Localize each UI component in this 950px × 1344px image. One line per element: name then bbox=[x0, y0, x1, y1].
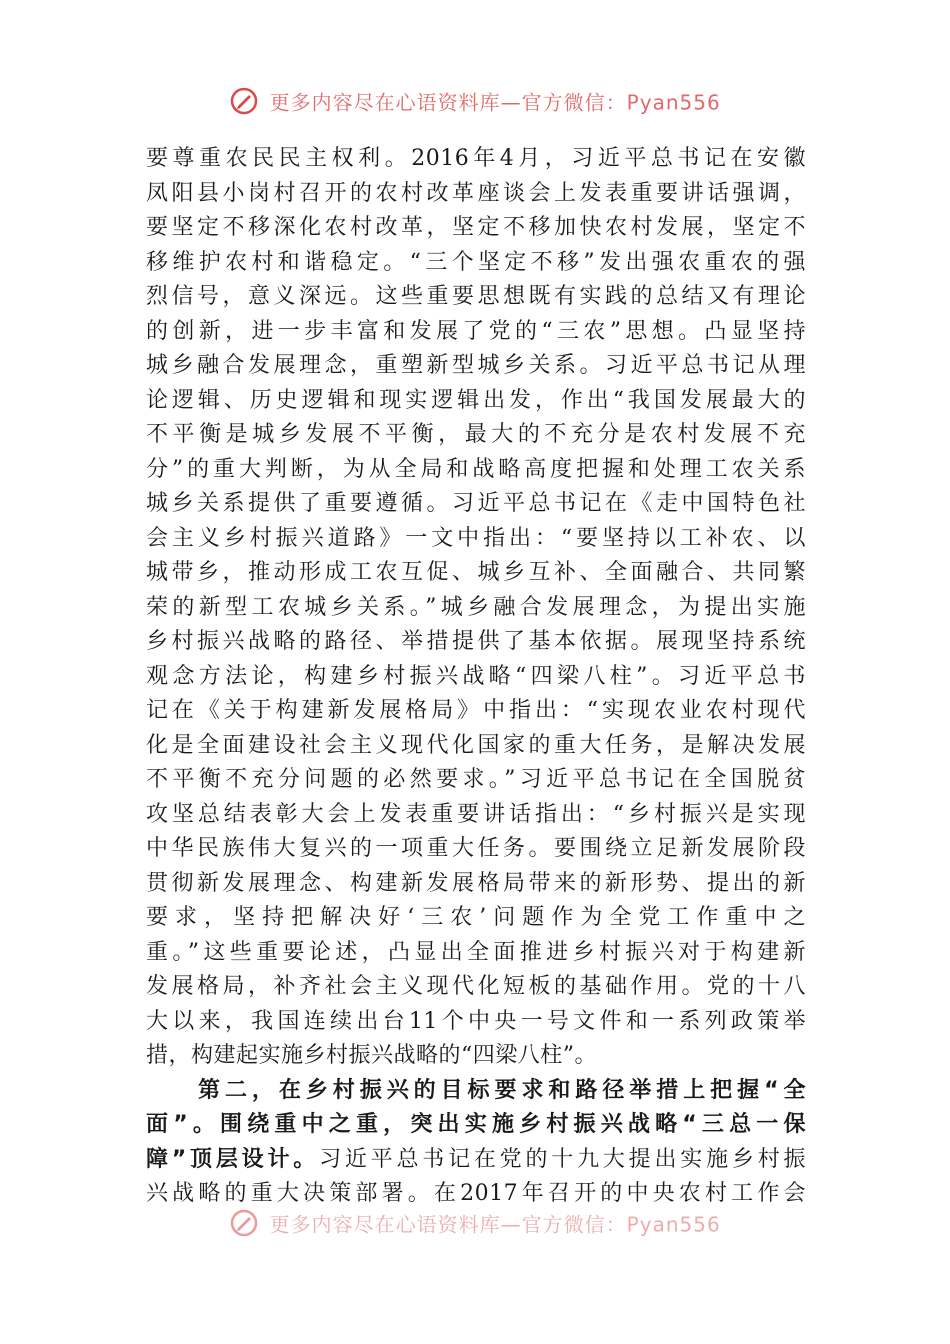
body-line: 要坚定不移深化农村改革，坚定不移加快农村发展，坚定不 bbox=[146, 215, 806, 240]
body-line: 城乡融合发展理念，重塑新型城乡关系。习近平总书记从理 bbox=[146, 353, 806, 378]
body-line: 观念方法论，构建乡村振兴战略“四梁八柱”。习近平总书 bbox=[146, 663, 806, 689]
red-circle-pen-logo-icon bbox=[229, 86, 259, 116]
section-heading-line: 第二，在乡村振兴的目标要求和路径举措上把握“全 bbox=[198, 1077, 806, 1103]
watermark-footer bbox=[0, 1208, 950, 1238]
body-line: 攻坚总结表彰大会上发表重要讲话指出：“乡村振兴是实现 bbox=[146, 801, 806, 827]
body-line: 的创新，进一步丰富和发展了党的“三农”思想。凸显坚持 bbox=[146, 318, 806, 344]
body-line: 兴战略的重大决策部署。在2017年召开的中央农村工作会 bbox=[146, 1181, 806, 1206]
body-line: 记在《关于构建新发展格局》中指出：“实现农业农村现代 bbox=[146, 698, 806, 723]
body-line: 移维护农村和谐稳定。“三个坚定不移”发出强农重农的强 bbox=[146, 249, 806, 275]
red-circle-pen-logo-icon bbox=[229, 1208, 259, 1238]
body-line: 不平衡不充分问题的必然要求。”习近平总书记在全国脱贫 bbox=[146, 767, 806, 792]
body-line: 会主义乡村振兴道路》一文中指出：“要坚持以工补农、以 bbox=[146, 525, 806, 551]
body-line: 中华民族伟大复兴的一项重大任务。要围绕立足新发展阶段 bbox=[146, 836, 806, 861]
watermark-text: 更多内容尽在心语资料库—官方微信：Pyan556 bbox=[269, 1212, 721, 1237]
document-body bbox=[146, 142, 806, 1212]
body-line: 化是全面建设社会主义现代化国家的重大任务，是解决发展 bbox=[146, 732, 806, 758]
body-line: 要求，坚持把解决好‘三农’问题作为全党工作重中之 bbox=[146, 905, 806, 930]
body-line: 凤阳县小岗村召开的农村改革座谈会上发表重要讲话强调， bbox=[146, 180, 806, 206]
section-heading-line: 面”。围绕重中之重，突出实施乡村振兴战略“三总一保 bbox=[146, 1112, 806, 1137]
body-line: 分”的重大判断，为从全局和战略高度把握和处理工农关系 bbox=[146, 456, 806, 482]
watermark-text: 更多内容尽在心语资料库—官方微信：Pyan556 bbox=[269, 90, 721, 115]
body-line: 乡村振兴战略的路径、举措提供了基本依据。展现坚持系统 bbox=[146, 629, 806, 654]
body-line: 重。”这些重要论述，凸显出全面推进乡村振兴对于构建新 bbox=[146, 939, 806, 965]
body-line: 荣的新型工农城乡关系。”城乡融合发展理念，为提出实施 bbox=[146, 594, 806, 620]
body-line: 城带乡，推动形成工农互促、城乡互补、全面融合、共同繁 bbox=[146, 560, 806, 585]
watermark-header bbox=[0, 86, 950, 116]
body-line: 城乡关系提供了重要遵循。习近平总书记在《走中国特色社 bbox=[146, 491, 806, 516]
body-line: 论逻辑、历史逻辑和现实逻辑出发，作出“我国发展最大的 bbox=[146, 387, 806, 413]
section-body-fragment: 习近平总书记在党的十九大提出实施乡村振 bbox=[319, 1146, 806, 1172]
body-line: 要尊重农民民主权利。2016年4月，习近平总书记在安徽 bbox=[146, 146, 806, 171]
body-line-paragraph-end: 措，构建起实施乡村振兴战略的“四梁八柱”。 bbox=[146, 1043, 597, 1068]
body-line: 大以来，我国连续出台11个中央一号文件和一系列政策举 bbox=[146, 1008, 806, 1034]
body-line: 发展格局，补齐社会主义现代化短板的基础作用。党的十八 bbox=[146, 974, 806, 999]
body-line: 烈信号，意义深远。这些重要思想既有实践的总结又有理论 bbox=[146, 284, 806, 309]
section-heading-fragment: 障”顶层设计。 bbox=[146, 1146, 320, 1172]
body-line: 不平衡是城乡发展不平衡，最大的不充分是农村发展不充 bbox=[146, 422, 806, 447]
body-line: 贯彻新发展理念、构建新发展格局带来的新形势、提出的新 bbox=[146, 870, 806, 896]
section-mixed-line bbox=[146, 1143, 806, 1178]
